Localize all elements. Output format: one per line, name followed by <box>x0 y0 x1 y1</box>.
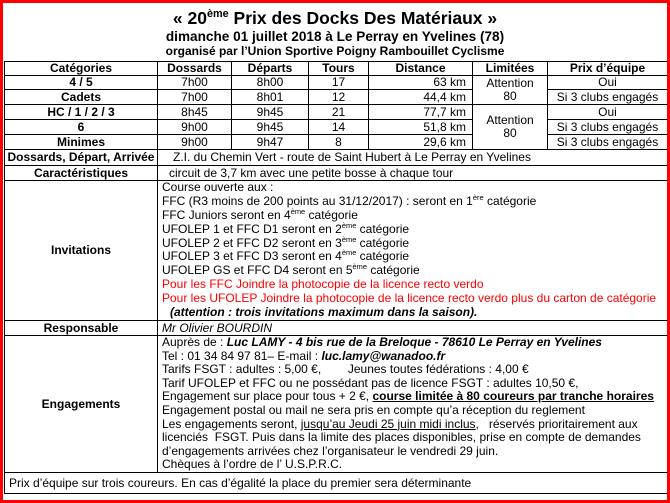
invitations-intro: Course ouverte aux : <box>162 180 274 194</box>
bib-time-cell: 9h00 <box>158 135 232 150</box>
fsgt-fees-line: Tarifs FSGT : adultes : 5,00 €, Jeunes toutes fédérations : 4,00 € <box>162 362 529 377</box>
invitation-rule <box>162 192 663 209</box>
deadline-date: jusqu’au Jeudi 25 juin midi inclus <box>300 416 476 431</box>
rule-text: UFOLEP 3 et FFC D3 seront en 4 <box>162 249 342 264</box>
team-prize-cell: Si 3 clubs engagés <box>548 120 668 135</box>
rule-text: FFC Juniors seront en 4 <box>162 207 291 222</box>
event-title-prefix: « 20 <box>172 8 207 28</box>
race-info-table <box>4 61 668 494</box>
onsite-limit: course limitée à 80 coureurs par tranche horaires <box>372 389 654 404</box>
team-prize-footnote: Prix d’équipe sur trois coureurs. En cas d’égalité la place du premier sera déterminante <box>5 473 668 494</box>
schedule-row <box>5 135 668 150</box>
distance-cell: 63 km <box>369 76 473 90</box>
rule-suffix: catégorie <box>367 263 420 278</box>
laps-cell: 8 <box>309 135 369 150</box>
responsible-name: Mr Olivier BOURDIN <box>158 321 668 336</box>
distance-cell: 77,7 km <box>369 105 473 120</box>
invitations-content <box>158 181 668 321</box>
cheques-line: Chèques à l’ordre de l’ U.S.P.R.C. <box>162 457 343 472</box>
deadline-prefix: Les engagements seront, <box>162 416 301 431</box>
category-cell: HC / 1 / 2 / 3 <box>5 105 158 120</box>
rule-text: UFOLEP 1 et FFC D1 seront en 2 <box>162 221 342 236</box>
column-header-bibs: Dossards <box>158 62 232 76</box>
ufolep-license-note: Pour les UFOLEP Joindre la photocopie de la licence recto verdo plus du carton de catégorie <box>162 291 657 306</box>
rule-suffix: catégorie <box>483 193 537 208</box>
location-value: Z.I. du Chemin Vert - route de Saint Hubert à Le Perray en Yvelines <box>158 150 668 166</box>
column-header-limit: Limitées <box>473 62 548 76</box>
onsite-prefix: Engagement sur place pour tous + 2 €, <box>162 389 373 404</box>
phone-email-line <box>162 350 663 364</box>
invitation-rule <box>162 264 663 278</box>
column-header-category: Catégories <box>5 62 158 76</box>
footer-row <box>5 473 668 494</box>
contact-line <box>162 336 663 350</box>
rule-text: FFC (R3 moins de 200 points au 31/12/2017) : seront en 1 <box>162 193 473 208</box>
category-cell: Cadets <box>5 90 158 105</box>
rule-ordinal: ère <box>472 192 484 202</box>
bib-time-cell: 9h00 <box>158 120 232 135</box>
rule-text: UFOLEP 2 et FFC D2 seront en 3 <box>162 235 342 250</box>
responsible-label: Responsable <box>5 321 158 336</box>
team-prize-cell: Si 3 clubs engagés <box>548 90 668 105</box>
characteristics-value: circuit de 3,7 km avec une petite bosse à chaque tour <box>158 166 668 181</box>
limit-number: 80 <box>503 89 517 103</box>
invitations-warning: (attention : trois invitations maximum dans la saison). <box>170 305 478 320</box>
limit-number: 80 <box>503 126 517 140</box>
start-time-cell: 8h01 <box>232 90 309 105</box>
start-time-cell: 9h47 <box>232 135 309 150</box>
laps-cell: 14 <box>309 120 369 135</box>
email-address: luc.lamy@wanadoo.fr <box>321 348 446 363</box>
rule-ordinal: ème <box>341 234 357 244</box>
location-row <box>5 150 668 166</box>
rule-ordinal: ème <box>290 206 306 216</box>
column-header-laps: Tours <box>309 62 369 76</box>
column-header-team-prize: Prix d’équipe <box>548 62 668 76</box>
schedule-header-row <box>5 62 668 76</box>
column-header-start: Départs <box>232 62 309 76</box>
phone-text: Tel : 01 34 84 97 81– E-mail : <box>162 348 322 363</box>
schedule-row <box>5 120 668 135</box>
rule-ordinal: ème <box>352 262 367 272</box>
laps-cell: 12 <box>309 90 369 105</box>
engagements-row <box>5 336 668 473</box>
event-title <box>3 8 667 28</box>
limit-cell <box>473 76 548 105</box>
bib-time-cell: 7h00 <box>158 90 232 105</box>
limit-word: Attention <box>486 113 534 127</box>
location-label: Dossards, Départ, Arrivée <box>5 150 158 166</box>
start-time-cell: 9h45 <box>232 120 309 135</box>
organizer-line: organisé par l’Union Sportive Poigny Rambouillet Cyclisme <box>165 44 505 58</box>
limit-cell <box>473 105 548 150</box>
team-prize-cell: Si 3 clubs engagés <box>548 135 668 150</box>
responsible-row <box>5 321 668 336</box>
engagements-label: Engagements <box>5 336 158 473</box>
event-title-superscript: ème <box>206 8 229 21</box>
team-prize-cell: Oui <box>548 76 668 90</box>
rule-suffix: catégorie <box>305 207 358 222</box>
schedule-row <box>5 90 668 105</box>
invitations-row <box>5 181 668 321</box>
other-fees-line: Tarif UFOLEP et FFC ou ne possédant pas de licence FSGT : adultes 10,50 €, <box>162 375 579 390</box>
team-prize-cell: Oui <box>548 105 668 120</box>
schedule-row <box>5 105 668 120</box>
start-time-cell: 9h45 <box>232 105 309 120</box>
priority-line: licenciés FSGT. Puis dans la limite des places disponibles, prise en compte de demandes <box>162 430 641 445</box>
invitations-label: Invitations <box>5 181 158 321</box>
onsite-line <box>162 390 663 404</box>
rule-ordinal: ème <box>341 220 357 230</box>
bib-time-cell: 8h45 <box>158 105 232 120</box>
schedule-row <box>5 76 668 90</box>
distance-cell: 44,4 km <box>369 90 473 105</box>
rule-suffix: catégorie <box>356 235 410 250</box>
column-header-distance: Distance <box>369 62 473 76</box>
characteristics-label: Caractéristiques <box>5 166 158 181</box>
invitation-rule <box>162 220 663 237</box>
deadline-suffix: , réservés prioritairement aux <box>475 416 638 431</box>
contact-address: Luc LAMY - 4 bis rue de la Breloque - 78610 Le Perray en Yvelines <box>226 335 602 349</box>
invitation-rule <box>162 206 663 223</box>
rule-suffix: catégorie <box>356 221 410 236</box>
category-cell: 6 <box>5 120 158 135</box>
distance-cell: 51,8 km <box>369 120 473 135</box>
start-time-cell: 8h00 <box>232 76 309 90</box>
rule-suffix: catégorie <box>356 249 410 264</box>
event-title-suffix: Prix des Docks Des Matériaux » <box>228 8 498 28</box>
characteristics-row <box>5 166 668 181</box>
rule-text: UFOLEP GS et FFC D4 seront en 5 <box>162 263 353 278</box>
distance-cell: 29,6 km <box>369 135 473 150</box>
priority-line-end: d’engagements arrivées chez l’organisateur le vendredi 29 juin. <box>162 443 499 458</box>
category-cell: 4 / 5 <box>5 76 158 90</box>
contact-prefix: Auprès de : <box>162 335 227 349</box>
category-cell: Minimes <box>5 135 158 150</box>
ffc-license-note: Pour les FFC Joindre la photocopie de la licence recto verdo <box>162 277 484 292</box>
engagements-content <box>158 336 668 473</box>
event-date-line: dimanche 01 juillet 2018 à Le Perray en Yvelines (78) <box>165 29 505 44</box>
laps-cell: 17 <box>309 76 369 90</box>
laps-cell: 21 <box>309 105 369 120</box>
limit-word: Attention <box>486 76 534 90</box>
rule-ordinal: ème <box>341 248 357 258</box>
bib-time-cell: 7h00 <box>158 76 232 90</box>
postal-line: Engagement postal ou mail ne sera pris en compte qu’a réception du reglement <box>162 402 585 417</box>
deadline-line <box>162 418 663 432</box>
